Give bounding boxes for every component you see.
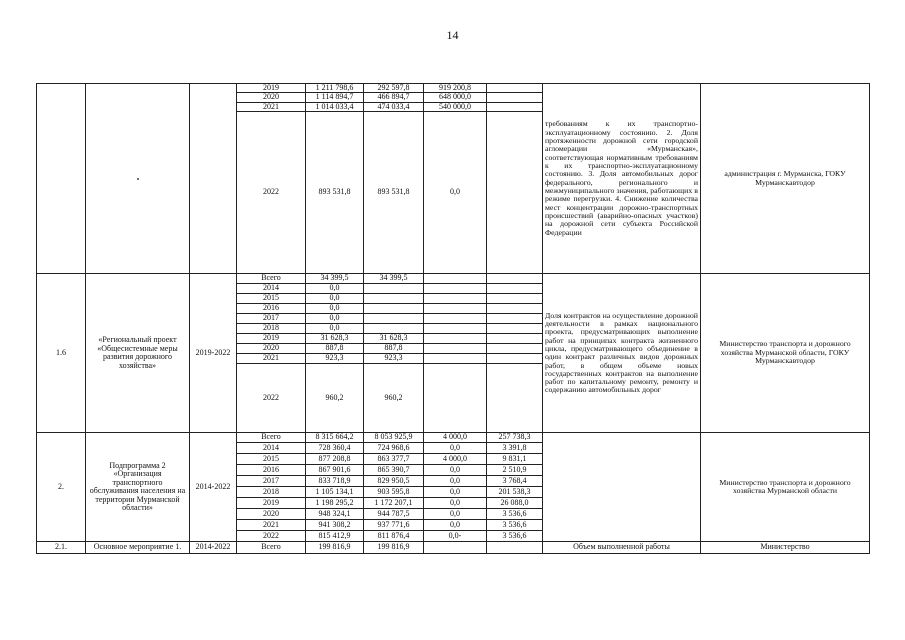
source4-cell bbox=[487, 324, 543, 334]
page-number: 14 bbox=[446, 28, 459, 42]
year-cell: 2021 bbox=[237, 354, 306, 364]
year-cell: 2019 bbox=[237, 498, 306, 509]
year-cell: Всего bbox=[237, 433, 306, 443]
item-period-cell bbox=[190, 84, 237, 274]
source2-cell: 863 377,7 bbox=[364, 454, 424, 465]
source3-cell: 0,0 bbox=[424, 498, 487, 509]
responsible-org: Министерство транспорта и дорожного хозяйства Мурманской области, ГОКУ Мурманскавтодор bbox=[701, 274, 870, 433]
source3-cell bbox=[424, 334, 487, 344]
source3-cell: 0,0 bbox=[424, 443, 487, 454]
source4-cell bbox=[487, 294, 543, 304]
source3-cell: 0,0 bbox=[424, 509, 487, 520]
year-cell: 2022 bbox=[237, 531, 306, 542]
year-cell: 2015 bbox=[237, 294, 306, 304]
source4-cell bbox=[487, 284, 543, 294]
source2-cell: 829 950,5 bbox=[364, 476, 424, 487]
table-row bbox=[37, 542, 870, 554]
source2-cell: 960,2 bbox=[364, 364, 424, 433]
responsible-org: Министерство bbox=[701, 542, 870, 554]
responsible-org: Министерство транспорта и дорожного хозяйства Мурманской области bbox=[701, 433, 870, 542]
total-cell: 1 211 798,6 bbox=[306, 84, 364, 93]
source4-cell: 3 536,6 bbox=[487, 520, 543, 531]
source4-cell bbox=[487, 542, 543, 554]
item-period-cell: 2014-2022 bbox=[190, 433, 237, 542]
item-num-cell bbox=[37, 84, 86, 274]
source2-cell: 292 597,8 bbox=[364, 84, 424, 93]
source2-cell: 903 595,8 bbox=[364, 487, 424, 498]
total-cell: 0,0 bbox=[306, 284, 364, 294]
source3-cell bbox=[424, 304, 487, 314]
source2-cell: 893 531,8 bbox=[364, 112, 424, 274]
year-cell: 2021 bbox=[237, 520, 306, 531]
indicator-description bbox=[543, 433, 701, 542]
year-cell: 2017 bbox=[237, 476, 306, 487]
source4-cell: 257 738,3 bbox=[487, 433, 543, 443]
source4-cell: 3 536,6 bbox=[487, 531, 543, 542]
year-cell: 2015 bbox=[237, 454, 306, 465]
item-name-cell: Основное мероприятие 1. bbox=[86, 542, 190, 554]
total-cell: 0,0 bbox=[306, 304, 364, 314]
total-cell: 34 399,5 bbox=[306, 274, 364, 284]
source4-cell bbox=[487, 102, 543, 111]
source3-cell: 0,0 bbox=[424, 465, 487, 476]
source4-cell bbox=[487, 344, 543, 354]
table-row bbox=[37, 84, 870, 93]
source3-cell bbox=[424, 354, 487, 364]
total-cell: 0,0 bbox=[306, 324, 364, 334]
year-cell: 2018 bbox=[237, 487, 306, 498]
year-cell: Всего bbox=[237, 542, 306, 554]
source3-cell: 4 000,0 bbox=[424, 454, 487, 465]
source2-cell bbox=[364, 294, 424, 304]
total-cell: 948 324,1 bbox=[306, 509, 364, 520]
total-cell: 1 114 894,7 bbox=[306, 93, 364, 102]
source3-cell: 0,0 bbox=[424, 520, 487, 531]
source3-cell: 4 000,0 bbox=[424, 433, 487, 443]
total-cell: 893 531,8 bbox=[306, 112, 364, 274]
source2-cell: 474 033,4 bbox=[364, 102, 424, 111]
total-cell: 199 816,9 bbox=[306, 542, 364, 554]
year-cell: 2021 bbox=[237, 102, 306, 111]
total-cell: 833 718,9 bbox=[306, 476, 364, 487]
source3-cell bbox=[424, 274, 487, 284]
source3-cell bbox=[424, 324, 487, 334]
total-cell: 867 901,6 bbox=[306, 465, 364, 476]
source3-cell: 919 200,8 bbox=[424, 84, 487, 93]
item-period-cell: 2014-2022 bbox=[190, 542, 237, 554]
source3-cell bbox=[424, 284, 487, 294]
total-cell: 8 315 664,2 bbox=[306, 433, 364, 443]
table-row bbox=[37, 433, 870, 443]
item-name-cell: «Региональный проект «Общесистемные меры развития дорожного хозяйства» bbox=[86, 274, 190, 433]
source4-cell: 3 391,8 bbox=[487, 443, 543, 454]
source3-cell: 648 000,0 bbox=[424, 93, 487, 102]
source4-cell: 201 538,3 bbox=[487, 487, 543, 498]
source2-cell: 937 771,6 bbox=[364, 520, 424, 531]
year-cell: 2020 bbox=[237, 509, 306, 520]
year-cell: 2022 bbox=[237, 112, 306, 274]
source3-cell bbox=[424, 294, 487, 304]
source3-cell: 0,0 bbox=[424, 476, 487, 487]
source4-cell: 26 088,0 bbox=[487, 498, 543, 509]
source2-cell bbox=[364, 324, 424, 334]
source2-cell: 199 816,9 bbox=[364, 542, 424, 554]
source2-cell: 1 172 207,1 bbox=[364, 498, 424, 509]
year-cell: 2014 bbox=[237, 284, 306, 294]
source4-cell bbox=[487, 334, 543, 344]
source4-cell: 2 510,9 bbox=[487, 465, 543, 476]
year-cell: 2017 bbox=[237, 314, 306, 324]
total-cell: 31 628,3 bbox=[306, 334, 364, 344]
total-cell: 0,0 bbox=[306, 294, 364, 304]
source2-cell bbox=[364, 284, 424, 294]
source3-cell bbox=[424, 344, 487, 354]
source2-cell: 31 628,3 bbox=[364, 334, 424, 344]
source3-cell bbox=[424, 364, 487, 433]
total-cell: 1 014 033,4 bbox=[306, 102, 364, 111]
source4-cell bbox=[487, 274, 543, 284]
item-name-cell: Подпрограмма 2 «Организация транспортного обслуживания населения на территории Мурманской области» bbox=[86, 433, 190, 542]
total-cell: 1 105 134,1 bbox=[306, 487, 364, 498]
source3-cell: 0,0 bbox=[424, 112, 487, 274]
indicator-description: Доля контрактов на осуществление дорожной деятельности в рамках национального проекта, предусматривающих выполнение работ на принципах контракта жизненного цикла, предусматривающего объединение в один контракт различных видов дорожных работ, в общем объеме новых государственных контрактов на выполнение работ по капитальному ремонту, ремонту и содержанию автомобильных дорог bbox=[543, 274, 701, 433]
source3-cell: 0,0 bbox=[424, 487, 487, 498]
year-cell: 2020 bbox=[237, 93, 306, 102]
year-cell: 2016 bbox=[237, 465, 306, 476]
source3-cell bbox=[424, 542, 487, 554]
indicator-description: требованиям к их транспортно-эксплуатационному состоянию. 2. Доля протяженности дорожной сети городской агломерации «Мурманская», соответствующая нормативным требованиям к их транспортно-эксплуатационному состоянию. 3. Доля автомобильных дорог федерального, регионального и межмуниципального значения, работающих в режиме перегрузки. 4. Снижение количества мест концентрации дорожно-транспортных происшествий (аварийно-опасных участков) на дорожной сети субъекта Российской Федерации bbox=[543, 84, 701, 274]
source2-cell bbox=[364, 304, 424, 314]
source4-cell bbox=[487, 84, 543, 93]
source4-cell: 3 536,6 bbox=[487, 509, 543, 520]
total-cell: 0,0 bbox=[306, 314, 364, 324]
program-funding-table bbox=[36, 83, 870, 554]
source2-cell: 923,3 bbox=[364, 354, 424, 364]
responsible-org: администрация г. Мурманска, ГОКУ Мурманскавтодор bbox=[701, 84, 870, 274]
source3-cell bbox=[424, 314, 487, 324]
indicator-description: Объем выполненной работы bbox=[543, 542, 701, 554]
source4-cell: 9 831,1 bbox=[487, 454, 543, 465]
source4-cell bbox=[487, 364, 543, 433]
source4-cell bbox=[487, 112, 543, 274]
year-cell: 2016 bbox=[237, 304, 306, 314]
total-cell: 728 360,4 bbox=[306, 443, 364, 454]
total-cell: 923,3 bbox=[306, 354, 364, 364]
total-cell: 941 308,2 bbox=[306, 520, 364, 531]
year-cell: 2018 bbox=[237, 324, 306, 334]
item-num-cell: 1.6 bbox=[37, 274, 86, 433]
year-cell: Всего bbox=[237, 274, 306, 284]
source2-cell: 887,8 bbox=[364, 344, 424, 354]
source4-cell bbox=[487, 314, 543, 324]
year-cell: 2019 bbox=[237, 334, 306, 344]
item-num-cell: 2.1. bbox=[37, 542, 86, 554]
item-num-cell: 2. bbox=[37, 433, 86, 542]
source2-cell: 865 390,7 bbox=[364, 465, 424, 476]
year-cell: 2020 bbox=[237, 344, 306, 354]
item-name-cell bbox=[86, 84, 190, 274]
total-cell: 877 208,8 bbox=[306, 454, 364, 465]
year-cell: 2019 bbox=[237, 84, 306, 93]
source2-cell: 724 968,6 bbox=[364, 443, 424, 454]
source4-cell bbox=[487, 304, 543, 314]
total-cell: 1 198 295,2 bbox=[306, 498, 364, 509]
source4-cell bbox=[487, 93, 543, 102]
total-cell: 887,8 bbox=[306, 344, 364, 354]
source2-cell: 34 399,5 bbox=[364, 274, 424, 284]
total-cell: 960,2 bbox=[306, 364, 364, 433]
source2-cell: 466 894,7 bbox=[364, 93, 424, 102]
year-cell: 2014 bbox=[237, 443, 306, 454]
source2-cell: 944 787,5 bbox=[364, 509, 424, 520]
source2-cell: 8 053 925,9 bbox=[364, 433, 424, 443]
source3-cell: 0,0- bbox=[424, 531, 487, 542]
source2-cell: 811 876,4 bbox=[364, 531, 424, 542]
source4-cell: 3 768,4 bbox=[487, 476, 543, 487]
source4-cell bbox=[487, 354, 543, 364]
total-cell: 815 412,9 bbox=[306, 531, 364, 542]
year-cell: 2022 bbox=[237, 364, 306, 433]
source3-cell: 540 000,0 bbox=[424, 102, 487, 111]
item-period-cell: 2019-2022 bbox=[190, 274, 237, 433]
table-row bbox=[37, 274, 870, 284]
source2-cell bbox=[364, 314, 424, 324]
